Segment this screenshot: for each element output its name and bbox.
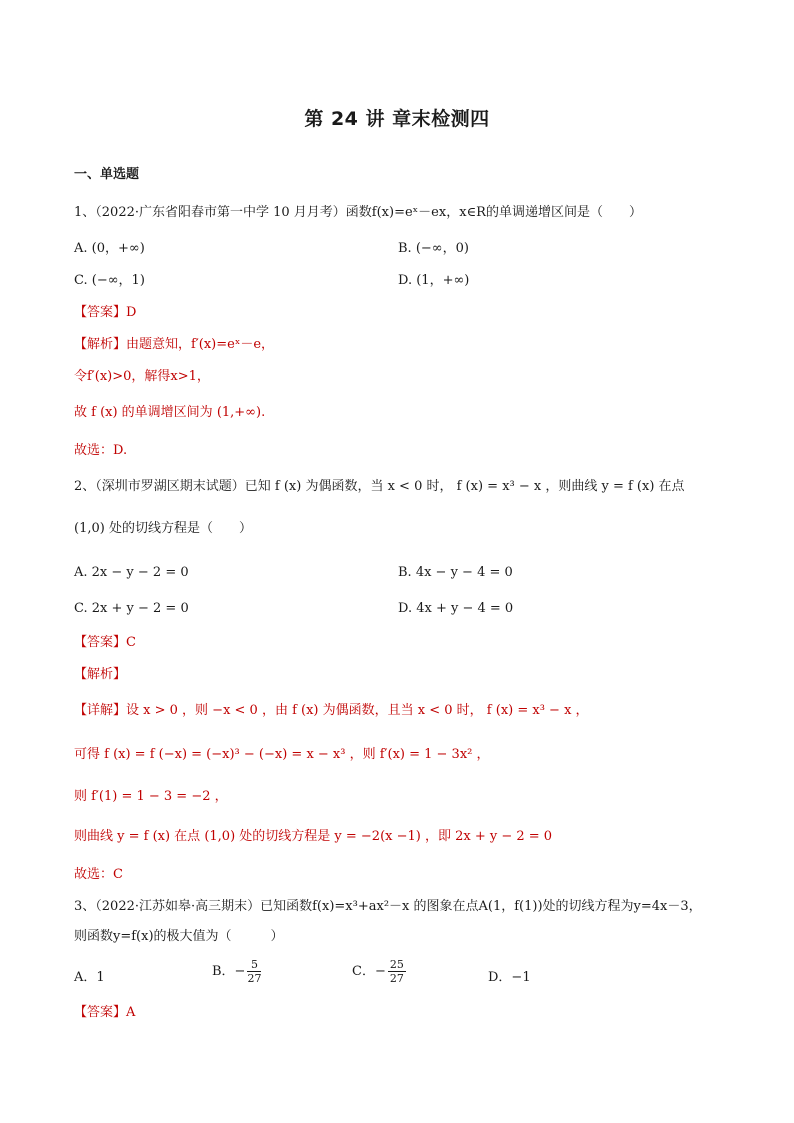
q2-option-d: D. 4x + y − 4 = 0 <box>398 601 514 616</box>
q2-detail-line2: 可得 f (x) = f (−x) = (−x)³ − (−x) = x − x³ ，则 f′(x) = 1 − 3x² ， <box>74 747 490 762</box>
page-title: 第 24 讲 章末检测四 <box>304 108 490 130</box>
q3-option-c-numerator: 25 <box>389 958 404 971</box>
q2-stem-line2: (1,0) 处的切线方程是（ ） <box>74 521 252 536</box>
q1-option-b: B. (−∞，0) <box>398 241 469 256</box>
q3-option-b-numerator: 5 <box>247 958 261 972</box>
q1-stem: 1、（2022·广东省阳春市第一中学 10 月月考）函数f(x)=eˣ－ex，x∈R的单调递增区间是（ ） <box>74 205 642 220</box>
q3-option-b-prefix: B．− <box>212 964 246 979</box>
section-heading: 一、单选题 <box>74 167 140 182</box>
q3-option-c-denominator: 27 <box>389 972 404 985</box>
q3-option-b-fraction <box>247 958 261 985</box>
q2-detail <box>74 702 589 720</box>
q3-option-c-prefix: C．− <box>352 964 386 979</box>
q2-stem-line1: 2、（深圳市罗湖区期末试题）已知 f (x) 为偶函数，当 x < 0 时， f (x) = x³ − x ，则曲线 y = f (x) 在点 <box>74 479 685 494</box>
q3-option-c-fraction <box>388 958 406 985</box>
q2-option-c: C. 2x + y − 2 = 0 <box>74 601 189 616</box>
q1-analysis-line1: 由题意知，f′(x)=eˣ－e， <box>126 337 275 352</box>
q1-option-d: D. (1，+∞) <box>398 273 470 288</box>
q3-option-c <box>352 958 408 985</box>
q3-stem-line2: 则函数y=f(x)的极大值为（ ） <box>74 929 284 944</box>
q1-analysis <box>74 336 274 354</box>
q2-detail-line4: 则曲线 y = f (x) 在点 (1,0) 处的切线方程是 y = −2(x −1) ，即 2x + y − 2 = 0 <box>74 829 553 844</box>
q2-option-b: B. 4x − y − 4 = 0 <box>398 565 513 580</box>
q1-option-a: A. (0，+∞) <box>74 241 145 256</box>
q3-option-b <box>212 958 263 985</box>
q3-option-a: A．1 <box>74 970 105 985</box>
q1-answer: 【答案】D <box>74 305 137 320</box>
q3-option-b-denominator: 27 <box>247 972 262 985</box>
q3-stem-line1: 3、（2022·江苏如皋·高三期末）已知函数f(x)=x³+ax²－x 的图象在点A(1，f(1))处的切线方程为y=4x－3， <box>74 899 702 914</box>
q1-analysis-line2: 令f′(x)>0，解得x>1， <box>74 369 210 384</box>
q1-analysis-line3: 故 f (x) 的单调增区间为 (1,+∞). <box>74 405 266 420</box>
q2-detail-line1: 设 x > 0 ，则 −x < 0 ，由 f (x) 为偶函数，且当 x < 0 时， f (x) = x³ − x ， <box>126 703 589 718</box>
q1-select: 故选：D. <box>74 443 128 458</box>
q2-answer: 【答案】C <box>74 635 136 650</box>
q2-detail-tag: 【详解】 <box>74 703 127 718</box>
q2-detail-line3: 则 f′(1) = 1 − 3 = −2 ， <box>74 789 228 804</box>
q2-option-a: A. 2x − y − 2 = 0 <box>74 565 189 580</box>
q2-select: 故选：C <box>74 867 123 882</box>
q3-option-d: D．−1 <box>488 970 531 985</box>
q1-option-c: C. (−∞，1) <box>74 273 145 288</box>
q3-answer: 【答案】A <box>74 1005 136 1020</box>
q1-analysis-tag: 【解析】 <box>74 337 127 352</box>
q2-analysis: 【解析】 <box>74 667 127 682</box>
